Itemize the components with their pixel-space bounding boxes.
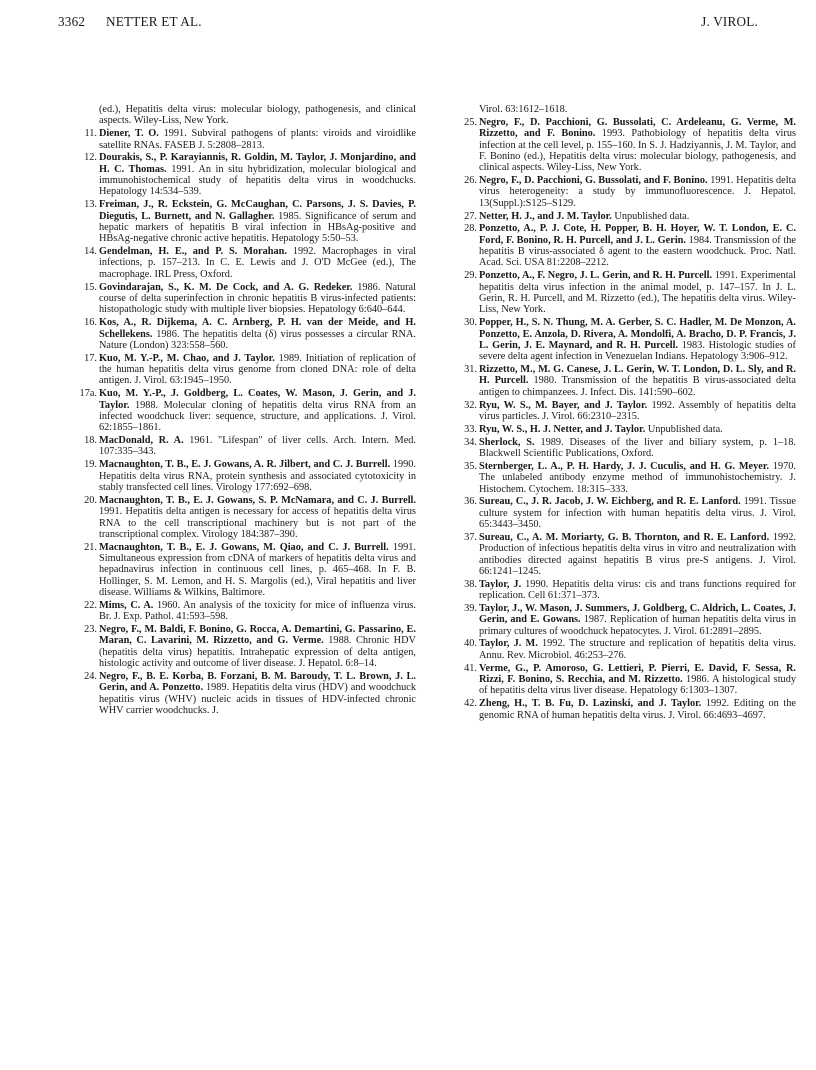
reference-number: 20. (84, 494, 97, 506)
reference-number: 41. (464, 662, 477, 674)
reference-entry (78, 282, 416, 316)
reference-number: 42. (464, 698, 477, 710)
running-header (58, 14, 758, 34)
reference-authors: Negro, F., M. Baldi, F. Bonino, G. Rocca, A. Demartini, G. Passarino, E. Maran, C. Lavarini, M. Rizzetto, and G. Verme. (99, 624, 416, 647)
running-authors: NETTER ET AL. (106, 14, 202, 29)
reference-number: 21. (84, 541, 97, 553)
reference-text: 1992. Assembly of hepatitis delta virus particles. J. Virol. 66:2310–2315. (479, 399, 797, 422)
reference-entry (458, 437, 796, 460)
reference-number: 17. (84, 352, 97, 364)
reference-text: 1992. Production of infectious hepatitis delta virus in vitro and neutralization with antibodies directed against hepatitis B virus pre-S antigens. J. Virol. 66:1241–1245. (479, 531, 796, 577)
reference-number: 19. (84, 459, 97, 471)
reference-text: (ed.), Hepatitis delta virus: molecular biology, pathogenesis, and clinical aspects. Wiley-Liss, New York. (99, 104, 416, 127)
reference-authors: Mims, C. A. (99, 599, 154, 611)
reference-entry (458, 211, 796, 222)
reference-number: 29. (464, 270, 477, 282)
reference-entry (458, 104, 796, 115)
reference-entry (78, 152, 416, 197)
reference-text: 1960. An analysis of the toxicity for mice of influenza virus. Br. J. Exp. Pathol. 41:593–598. (99, 599, 417, 623)
reference-text: 1991. Simultaneous expression from cDNA of markers of hepatitis delta virus and hepadnavirus infection in continuous cell lines, p. 465–468. In F. B. Hollinger, S. M. Lemon, and H. S. Margolis (ed.), Viral hepatitis and liver disease. Williams & Wilkins, Baltimore. (99, 541, 416, 599)
reference-entry (78, 495, 416, 540)
reference-entry (458, 461, 796, 495)
reference-text: 1989. Initiation of replication of the human hepatitis delta virus genome from cloned DNA: role of delta antigen. J. Virol. 63:1945–1950. (99, 352, 416, 387)
reference-authors: Taylor, J., W. Mason, J. Summers, J. Goldberg, C. Aldrich, L. Coates, J. Gerin, and E. Gowans. (479, 602, 796, 626)
reference-number: 12. (84, 152, 97, 164)
reference-authors: Rizzetto, M., M. G. Canese, J. L. Gerin, W. T. London, D. L. Sly, and R. H. Purcell. (479, 364, 796, 387)
reference-authors: Ryu, W. S., H. J. Netter, and J. Taylor. (479, 423, 646, 435)
reference-number: 22. (84, 599, 97, 611)
references-left-column (78, 104, 416, 718)
reference-entry (78, 600, 416, 623)
reference-entry (458, 270, 796, 315)
reference-number: 13. (84, 199, 97, 211)
reference-text: 1991. Experimental hepatitis delta virus infection in the animal model, p. 147–157. In J. L. Gerin, R. H. Purcell, and M. Rizzetto (ed.), The hepatitis delta virus. Wiley-Liss, New York. (479, 270, 796, 316)
reference-authors: Macnaughton, T. B., E. J. Gowans, A. R. Jilbert, and C. J. Burrell. (99, 459, 391, 471)
reference-entry (78, 317, 416, 351)
reference-text: 1983. Histologic studies of severe delta agent infection in Venezuelan Indians. Hepatology 3:906–912. (479, 339, 796, 363)
reference-authors: Macnaughton, T. B., E. J. Gowans, M. Qiao, and C. J. Burrell. (99, 541, 389, 553)
reference-text: 1989. Hepatitis delta virus (HDV) and woodchuck hepatitis virus (WHV) nucleic acids in tissues of HDV-infected chronic WHV carrier woodchucks. J. (99, 682, 417, 717)
reference-authors: Popper, H., S. N. Thung, M. A. Gerber, S. C. Hadler, M. De Monzon, A. Ponzetto, E. Anzola, D. Rivera, A. Mondolfi, A. Bracho, D. P. Francis, J. L. Gerin, J. E. Maynard, and R. H. Purcell. (479, 317, 796, 351)
reference-authors: Diener, T. O. (99, 128, 159, 140)
reference-authors: Dourakis, S., P. Karayiannis, R. Goldin, M. Taylor, J. Monjardino, and H. C. Thomas. (99, 152, 416, 175)
reference-authors: Negro, F., D. Pacchioni, G. Bussolati, C. Ardeleanu, G. Verme, M. Rizzetto, and F. Bonino. (479, 116, 796, 140)
reference-number: 32. (464, 399, 477, 411)
reference-authors: Sureau, C., J. R. Jacob, J. W. Eichberg, and R. E. Lanford. (479, 496, 741, 508)
reference-authors: MacDonald, R. A. (99, 435, 184, 447)
reference-text: 1992. Macrophages in viral infections, p. 157–213. In C. E. Lewis and J. O'D McGee (ed.), The macrophage. IRL Press, Oxford. (99, 246, 417, 280)
reference-text: 1961. "Lifespan" of liver cells. Arch. Intern. Med. 107:335–343. (99, 435, 416, 458)
reference-number: 16. (84, 317, 97, 329)
reference-entry (78, 128, 416, 151)
reference-authors: Kuo, M. Y.-P., J. Goldberg, L. Coates, W. Mason, J. Gerin, and J. Taylor. (99, 388, 416, 411)
reference-number: 14. (84, 246, 97, 258)
reference-entry (458, 698, 796, 721)
reference-text: 1991. Tissue culture system for infection with human hepatitis delta virus. J. Virol. 65:3443–3450. (479, 496, 796, 531)
reference-authors: Taylor, J. M. (479, 638, 538, 650)
reference-entry (78, 624, 416, 669)
reference-authors: Negro, F., B. E. Korba, B. Forzani, B. M. Baroudy, T. L. Brown, J. L. Gerin, and A. Ponzetto. (99, 671, 416, 694)
reference-text: 1986. Natural course of delta superinfection in chronic hepatitis B virus-infected patients: histopathologic study with multiple liver biopsies. Hepatology 6:640–644. (99, 281, 416, 316)
reference-number: 18. (84, 435, 97, 447)
reference-text: 1991. Hepatitis delta antigen is necessary for access of hepatitis delta virus RNA to the cell transcriptional machinery but is not part of the transcriptional complex. Virology 184:387–390. (99, 506, 416, 540)
reference-entry (458, 317, 796, 362)
reference-number: 33. (464, 423, 477, 435)
reference-text: Unpublished data. (611, 210, 690, 222)
reference-number: 35. (464, 460, 477, 472)
reference-entry (78, 246, 416, 280)
reference-text: 1992. The structure and replication of hepatitis delta virus. Annu. Rev. Microbiol. 46:253–276. (479, 638, 796, 661)
reference-number: 24. (84, 671, 97, 682)
reference-text: 1988. Chronic HDV (hepatitis delta virus) hepatitis. Intrahepatic expression of delta antigen, histologic activity and outcome of liver disease. J. Hepatol. 6:8–14. (99, 635, 416, 670)
reference-text: 1990. Hepatitis delta virus: cis and trans functions required for replication. Cell 61:371–373. (479, 578, 796, 602)
reference-entry (458, 364, 796, 398)
reference-number: 38. (464, 578, 477, 590)
reference-text: 1990. Hepatitis delta virus RNA, protein synthesis and associated cytotoxicity in stably transfected cell lines. Virology 177:692–698. (99, 459, 416, 493)
reference-entry (78, 353, 416, 387)
page-number: 3362 (58, 14, 86, 29)
reference-number: 30. (464, 317, 477, 329)
reference-entry (458, 638, 796, 661)
reference-authors: Kos, A., R. Dijkema, A. C. Arnberg, P. H. van der Meide, and H. Schellekens. (99, 317, 416, 340)
reference-number: 28. (464, 223, 477, 235)
reference-text: Unpublished data. (645, 423, 723, 435)
reference-authors: Sureau, C., A. M. Moriarty, G. B. Thornton, and R. E. Lanford. (479, 531, 770, 543)
reference-authors: Verme, G., P. Amoroso, G. Lettieri, P. Pierri, E. David, F. Sessa, R. Rizzi, F. Bonino, S. Recchia, and M. Rizzetto. (479, 662, 796, 685)
reference-text: 1989. Diseases of the liver and biliary system, p. 1–18. Blackwell Scientific Publications, Oxford. (479, 436, 796, 459)
reference-number: 40. (464, 638, 477, 650)
reference-text: 1984. Transmission of the hepatitis B virus-associated δ agent to the eastern woodchuck. Proc. Natl. Acad. Sci. USA 81:2208–2212. (479, 234, 796, 269)
reference-number: 23. (84, 624, 97, 636)
reference-authors: Freiman, J., R. Eckstein, G. McCaughan, C. Parsons, J. S. Davies, P. Diegutis, L. Burnett, and N. Gallagher. (99, 199, 416, 222)
reference-text: 1991. Hepatitis delta virus heterogeneity: a study by immunofluorescence. J. Hepatol. 13(Suppl.):S125–S129. (479, 175, 797, 209)
reference-authors: Zheng, H., T. B. Fu, D. Lazinski, and J. Taylor. (479, 698, 702, 710)
reference-text: 1993. Pathobiology of hepatitis delta virus infection at the cell level, p. 155–160. In S. J. Hadziyannis, J. M. Taylor, and F. Bonino (ed.), Hepatitis delta virus: molecular biology, pathogenesis, and clinical aspects. Wiley-Liss, New York. (479, 128, 796, 174)
journal-name: J. VIROL. (701, 14, 758, 29)
reference-number: 17a. (79, 388, 97, 400)
reference-number: 25. (464, 116, 477, 128)
reference-entry (458, 603, 796, 637)
reference-entry (78, 388, 416, 433)
reference-authors: Ryu, W. S., M. Bayer, and J. Taylor. (479, 399, 648, 411)
reference-number: 36. (464, 496, 477, 508)
reference-entry (458, 175, 796, 209)
reference-authors: Kuo, M. Y.-P., M. Chao, and J. Taylor. (99, 352, 275, 364)
reference-text: 1986. The hepatitis delta (δ) virus possesses a circular RNA. Nature (London) 323:558–560. (99, 328, 416, 351)
reference-number: 15. (84, 281, 97, 293)
reference-text: 1970. The unlabeled antibody enzyme method of immunohistochemistry. J. Histochem. Cytochem. 18:315–333. (479, 460, 797, 495)
reference-text: 1985. Significance of serum and hepatic markers of hepatitis B viral infection in HBsAg-positive and HBsAg-negative chronic active hepatitis. Hepatology 5:50–53. (99, 210, 416, 245)
reference-authors: Netter, H. J., and J. M. Taylor. (479, 210, 612, 222)
reference-number: 26. (464, 175, 477, 187)
reference-entry (458, 579, 796, 602)
reference-text: 1991. An in situ hybridization, molecular biological and immunohistochemical study of hepatitis delta virus in woodchucks. Hepatology 14:534–539. (99, 163, 417, 198)
reference-number: 27. (464, 210, 477, 222)
reference-text: 1986. A histological study of hepatitis delta virus liver disease. Hepatology 6:1303–1307. (479, 674, 796, 697)
reference-number: 37. (464, 531, 477, 543)
reference-authors: Ponzetto, A., F. Negro, J. L. Gerin, and R. H. Purcell. (479, 270, 713, 282)
reference-entry (458, 400, 796, 423)
reference-entry (458, 424, 796, 435)
reference-authors: Sternberger, L. A., P. H. Hardy, J. J. Cuculis, and H. G. Meyer. (479, 460, 770, 472)
reference-entry (78, 671, 416, 716)
reference-entry (458, 496, 796, 530)
references-right-column (458, 104, 796, 722)
reference-entry (78, 199, 416, 244)
reference-authors: Taylor, J. (479, 578, 522, 590)
reference-entry (458, 223, 796, 268)
reference-entry (78, 104, 416, 127)
reference-authors: Ponzetto, A., P. J. Cote, H. Popper, B. H. Hoyer, W. T. London, E. C. Ford, F. Bonino, R. H. Purcell, and J. L. Gerin. (479, 223, 796, 246)
reference-number: 34. (464, 436, 477, 448)
reference-entry (78, 542, 416, 599)
reference-authors: Macnaughton, T. B., E. J. Gowans, S. P. McNamara, and C. J. Burrell. (99, 494, 416, 506)
reference-number: 31. (464, 364, 477, 376)
reference-text: 1991. Subviral pathogens of plants: viroids and viroidlike satellite RNAs. FASEB J. 5:2808–2813. (99, 128, 416, 151)
reference-text: 1980. Transmission of the hepatitis B virus-associated delta antigen to chimpanzees. J. Infect. Dis. 141:590–602. (479, 375, 796, 398)
reference-number: 39. (464, 602, 477, 614)
reference-entry (458, 117, 796, 174)
reference-text: 1988. Molecular cloning of hepatitis delta virus RNA from an infected woodchuck liver: sequence, structure, and applications. J. Virol. 62:1855–1861. (99, 399, 416, 434)
reference-number: 11. (84, 128, 97, 140)
reference-authors: Negro, F., D. Pacchioni, G. Bussolati, and F. Bonino. (479, 175, 708, 187)
reference-entry (78, 459, 416, 493)
reference-authors: Sherlock, S. (479, 436, 535, 448)
reference-authors: Govindarajan, S., K. M. De Cock, and A. G. Redeker. (99, 281, 353, 293)
reference-entry (78, 435, 416, 458)
reference-text: 1987. Replication of human hepatitis delta virus in primary cultures of woodchuck hepatocytes. J. Virol. 61:2891–2895. (479, 614, 796, 637)
reference-text: 1992. Editing on the genomic RNA of human hepatitis delta virus. J. Virol. 66:4693–4697. (479, 698, 796, 721)
reference-entry (458, 532, 796, 577)
reference-entry (458, 663, 796, 697)
reference-authors: Gendelman, H. E., and P. S. Morahan. (99, 246, 287, 258)
reference-text: Virol. 63:1612–1618. (479, 104, 568, 115)
